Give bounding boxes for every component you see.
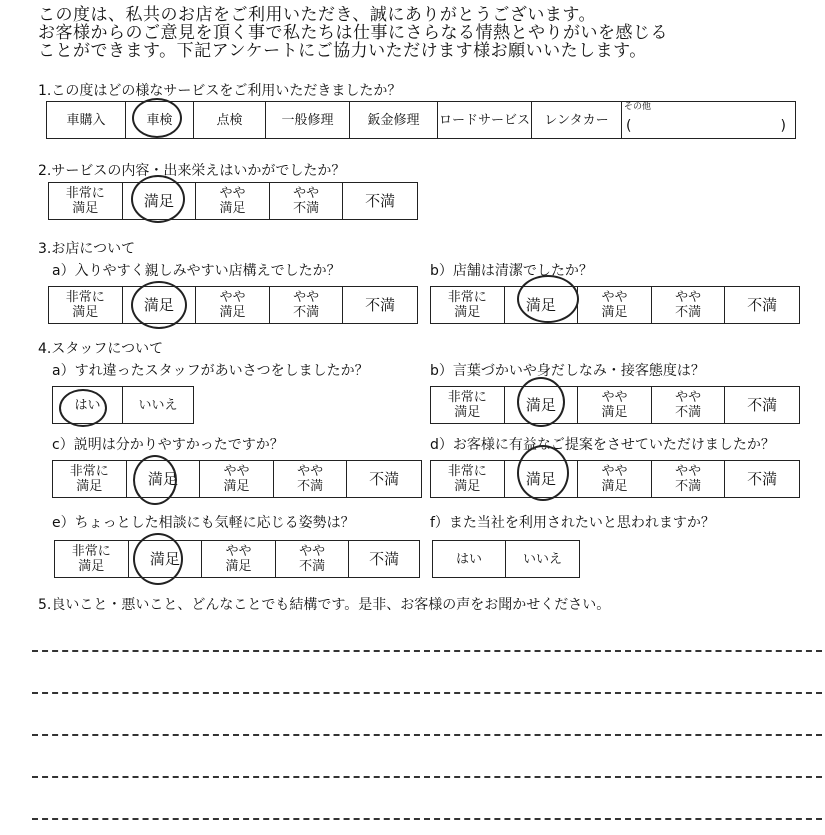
q4f-yesno-row (432, 540, 580, 578)
answer-line[interactable] (32, 818, 822, 820)
rating-satisfied[interactable]: 満足 (123, 287, 197, 323)
q1-option-other[interactable]: その他 ( ) (624, 102, 786, 134)
question-3b-title: b）店舗は清潔でしたか？ (430, 263, 593, 279)
rating-somewhat-dissatisfied[interactable]: やや 不満 (652, 387, 726, 423)
q1-option-car-purchase[interactable]: 車購入 (47, 102, 126, 138)
answer-line[interactable] (32, 692, 822, 694)
question-4-title: 4.スタッフについて (38, 341, 164, 357)
answer-no[interactable]: いいえ (138, 397, 178, 413)
rating-very-satisfied[interactable]: 非常に 満足 (49, 183, 123, 219)
q4e-rating-row (54, 540, 420, 578)
rating-somewhat-dissatisfied[interactable]: やや 不満 (270, 183, 344, 219)
rating-somewhat-satisfied[interactable]: やや 満足 (202, 541, 276, 577)
rating-dissatisfied[interactable]: 不満 (747, 469, 778, 488)
q2-rating-row (48, 182, 418, 220)
q4d-rating-row (430, 460, 800, 498)
rating-somewhat-satisfied[interactable]: やや 満足 (578, 461, 652, 497)
q4c-rating-row (52, 460, 422, 498)
rating-very-satisfied[interactable]: 非常に 満足 (431, 287, 505, 323)
rating-somewhat-satisfied[interactable]: やや 満足 (196, 183, 270, 219)
rating-very-satisfied[interactable]: 非常に 満足 (53, 461, 127, 497)
question-4f-title: f）また当社を利用されたいと思われますか？ (430, 515, 715, 531)
intro-line: お客様からのご意見を頂く事で私たちは仕事にさらなる情熱とやりがいを感じる (38, 23, 668, 43)
rating-somewhat-dissatisfied[interactable]: やや 不満 (652, 461, 726, 497)
rating-somewhat-dissatisfied[interactable]: やや 不満 (652, 287, 726, 323)
rating-very-satisfied[interactable]: 非常に 満足 (49, 287, 123, 323)
question-1-title: 1.この度はどの様なサービスをご利用いただきましたか？ (38, 83, 402, 99)
question-4d-title: d）お客様に有益なご提案をさせていただけましたか？ (430, 437, 775, 453)
rating-satisfied[interactable]: 満足 (505, 387, 579, 423)
rating-dissatisfied[interactable]: 不満 (365, 191, 396, 210)
question-4a-title: a）すれ違ったスタッフがあいさつをしましたか？ (52, 363, 369, 379)
rating-very-satisfied[interactable]: 非常に 満足 (431, 461, 505, 497)
intro-text (38, 6, 818, 60)
rating-very-satisfied[interactable]: 非常に 満足 (431, 387, 505, 423)
q1-option-rental-car[interactable]: レンタカー (532, 102, 622, 138)
q1-option-general-repair[interactable]: 一般修理 (266, 102, 350, 138)
rating-satisfied[interactable]: 満足 (127, 461, 201, 497)
answer-line[interactable] (32, 650, 822, 652)
rating-dissatisfied[interactable]: 不満 (369, 469, 400, 488)
q1-option-inspection[interactable]: 車検 (126, 102, 194, 138)
question-4e-title: e）ちょっとした相談にも気軽に応じる姿勢は？ (52, 515, 355, 531)
answer-no[interactable]: いいえ (522, 551, 562, 567)
answer-yes[interactable]: はい (433, 541, 506, 577)
q3a-rating-row (48, 286, 418, 324)
q3b-rating-row (430, 286, 800, 324)
intro-line: この度は、私共のお店をご利用いただき、誠にありがとうございます。 (38, 5, 596, 25)
rating-dissatisfied[interactable]: 不満 (365, 295, 396, 314)
q1-options-row (46, 101, 796, 139)
question-3-title: 3.お店について (38, 241, 136, 257)
q4b-rating-row (430, 386, 800, 424)
rating-satisfied[interactable]: 満足 (505, 287, 579, 323)
q1-option-check[interactable]: 点検 (194, 102, 266, 138)
rating-satisfied[interactable]: 満足 (505, 461, 579, 497)
q1-option-road-service[interactable]: ロードサービス (438, 102, 532, 138)
rating-dissatisfied[interactable]: 不満 (369, 549, 400, 568)
rating-somewhat-dissatisfied[interactable]: やや 不満 (270, 287, 344, 323)
intro-line: ことができます。下記アンケートにご協力いただけます様お願いいたします。 (38, 41, 647, 61)
answer-yes[interactable]: はい (53, 387, 123, 423)
rating-somewhat-satisfied[interactable]: やや 満足 (200, 461, 274, 497)
rating-somewhat-dissatisfied[interactable]: やや 不満 (274, 461, 348, 497)
rating-somewhat-satisfied[interactable]: やや 満足 (578, 287, 652, 323)
rating-very-satisfied[interactable]: 非常に 満足 (55, 541, 129, 577)
rating-somewhat-satisfied[interactable]: やや 満足 (578, 387, 652, 423)
q4a-yesno-row (52, 386, 194, 424)
q1-option-body-repair[interactable]: 鈑金修理 (350, 102, 438, 138)
rating-somewhat-satisfied[interactable]: やや 満足 (196, 287, 270, 323)
rating-somewhat-dissatisfied[interactable]: やや 不満 (276, 541, 350, 577)
answer-line[interactable] (32, 776, 822, 778)
question-3a-title: a）入りやすく親しみやすい店構えでしたか？ (52, 263, 341, 279)
question-4c-title: c）説明は分かりやすかったですか？ (52, 437, 284, 453)
question-5-title: 5.良いこと・悪いこと、どんなことでも結構です。是非、お客様の声をお聞かせください。 (38, 597, 611, 613)
question-2-title: 2.サービスの内容・出来栄えはいかがでしたか？ (38, 163, 346, 179)
question-4b-title: b）言葉づかいや身だしなみ・接客態度は？ (430, 363, 705, 379)
rating-dissatisfied[interactable]: 不満 (747, 395, 778, 414)
rating-dissatisfied[interactable]: 不満 (747, 295, 778, 314)
answer-line[interactable] (32, 734, 822, 736)
rating-satisfied[interactable]: 満足 (129, 541, 203, 577)
rating-satisfied[interactable]: 満足 (123, 183, 197, 219)
